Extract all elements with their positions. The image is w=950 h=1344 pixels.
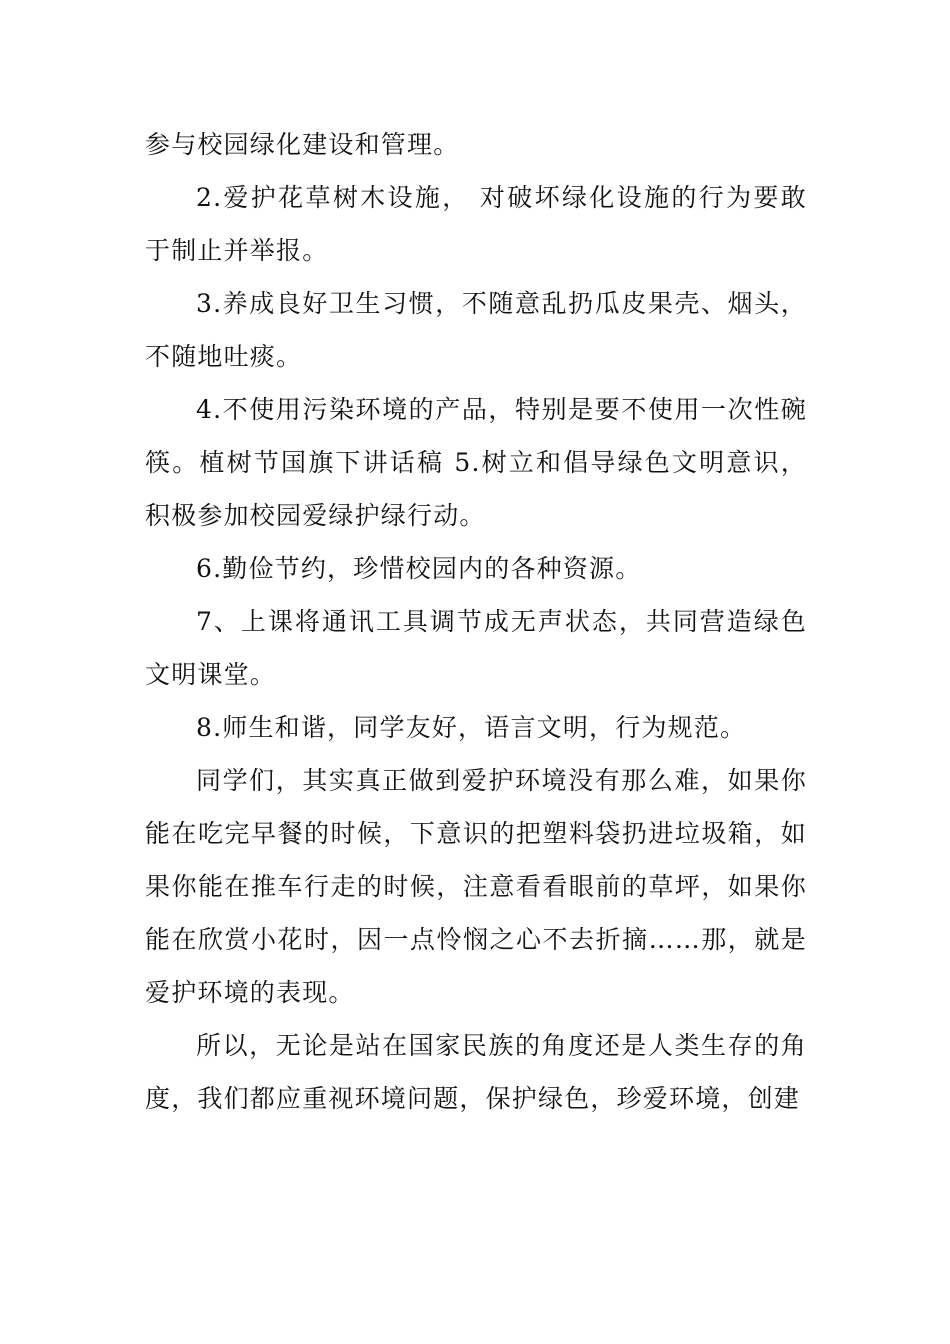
paragraph-item-3: 3.养成良好卫生习惯，不随意乱扔瓜皮果壳、烟头，不随地吐痰。 xyxy=(145,289,807,371)
paragraph-item-8: 8.师生和谐，同学友好，语言文明，行为规范。 xyxy=(196,713,747,742)
paragraph-continuation: 参与校园绿化建设和管理。 xyxy=(145,130,460,159)
paragraph-item-7: 7、上课将通讯工具调节成无声状态，共同营造绿色文明课堂。 xyxy=(145,607,807,689)
document-body xyxy=(145,118,807,1125)
paragraph-item-6: 6.勤俭节约，珍惜校园内的各种资源。 xyxy=(196,554,642,583)
paragraph-item-4-5: 4.不使用污染环境的产品，特别是要不使用一次性碗筷。植树节国旗下讲话稿 5.树立和倡导绿色文明意识，积极参加校园爱绿护绿行动。 xyxy=(145,395,807,530)
paragraph-conclusion: 所以，无论是站在国家民族的角度还是人类生存的角度，我们都应重视环境问题，保护绿色，珍爱环境，创建 xyxy=(145,1031,807,1113)
paragraph-classmates: 同学们，其实真正做到爱护环境没有那么难，如果你能在吃完早餐的时候，下意识的把塑料袋扔进垃圾箱，如果你能在推车行走的时候，注意看看眼前的草坪，如果你能在欣赏小花时，因一点怜悯之心不去折摘……那，就是爱护环境的表现。 xyxy=(145,766,807,1007)
paragraph-item-2: 2.爱护花草树木设施， 对破坏绿化设施的行为要敢于制止并举报。 xyxy=(145,183,807,265)
